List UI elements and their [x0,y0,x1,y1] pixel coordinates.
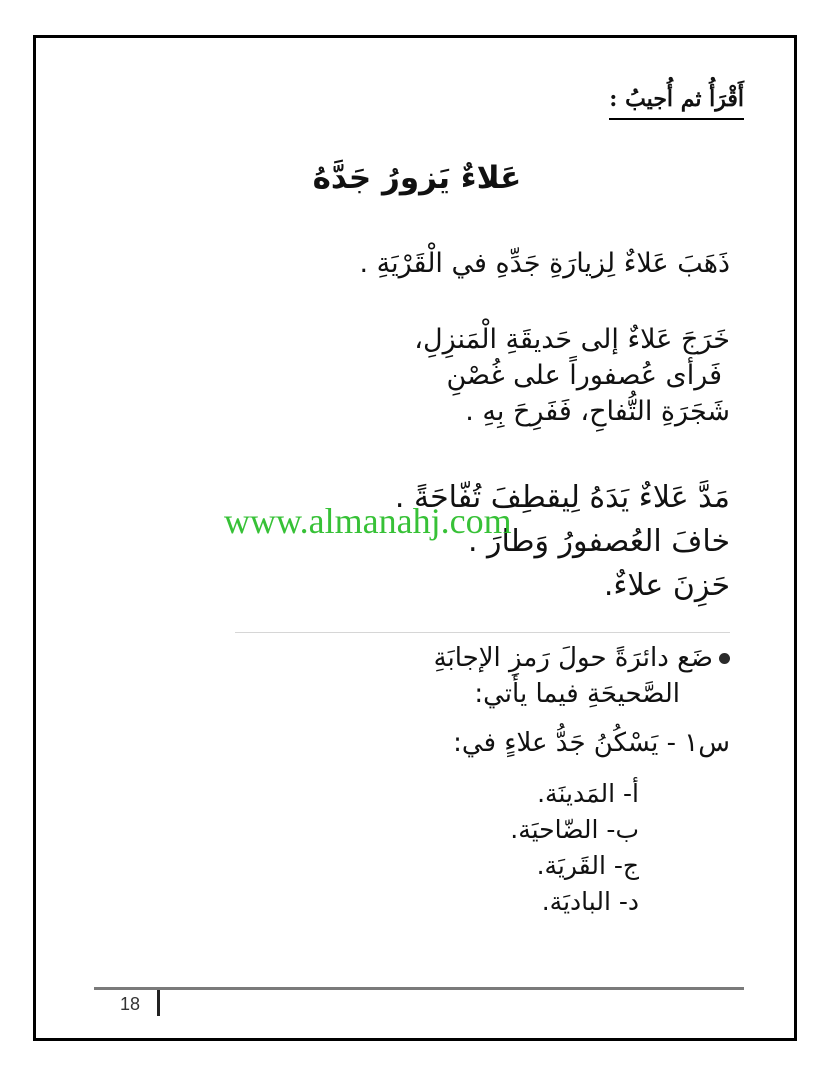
page-number: 18 [120,994,141,1014]
story-paragraph-2 [414,322,730,430]
watermark: www.almanahj.com [224,501,512,541]
bullet-icon [719,653,730,664]
story-line: فَرأى عُصفوراً على غُصْنِ [446,360,722,391]
story-line: خَرَجَ عَلاءٌ إلى حَديقَةِ الْمَنزِلِ، [414,324,730,355]
reading-instruction: أَقْرَأُ ثم أُجيبُ : [609,86,744,120]
answer-options [510,776,639,920]
answer-option-b[interactable]: ب- الضّاحيَة. [510,815,639,844]
answer-option-c[interactable]: ج- القَريَة. [536,851,639,880]
story-line: شَجَرَةِ التُّفاحِ، فَفَرِحَ بِهِ . [465,396,730,427]
question-1: س١ - يَسْكُنُ جَدُّ علاءٍ في: [453,728,730,758]
story-line: ذَهَبَ عَلاءٌ لِزيارَةِ جَدِّهِ في الْقَرْيَةِ . [359,248,730,279]
section-divider [235,632,730,633]
exercise-instruction [434,640,730,712]
story-line: حَزِنَ علاءٌ. [603,568,730,603]
footer-line [94,987,744,990]
answer-option-a[interactable]: أ- المَدينَة. [537,779,639,808]
story-paragraph-1 [359,246,730,282]
story-line: خافَ العُصفورُ وَطارَ . [467,524,730,559]
answer-option-d[interactable]: د- الباديَة. [541,887,639,916]
story-paragraph-3 [395,476,730,608]
story-line: مَدَّ عَلاءٌ يَدَهُ لِيقطِفَ تُفّاحَةً . [394,480,730,515]
exercise-instruction-line: ضَع دائرَةً حولَ رَمزِ الإجابَةِ [434,640,730,676]
page-number-separator [157,990,160,1016]
exercise-instruction-line: الصَّحيحَةِ فيما يأتي: [474,679,680,709]
story-title: عَلاءٌ يَزورُ جَدَّهُ [312,160,522,196]
